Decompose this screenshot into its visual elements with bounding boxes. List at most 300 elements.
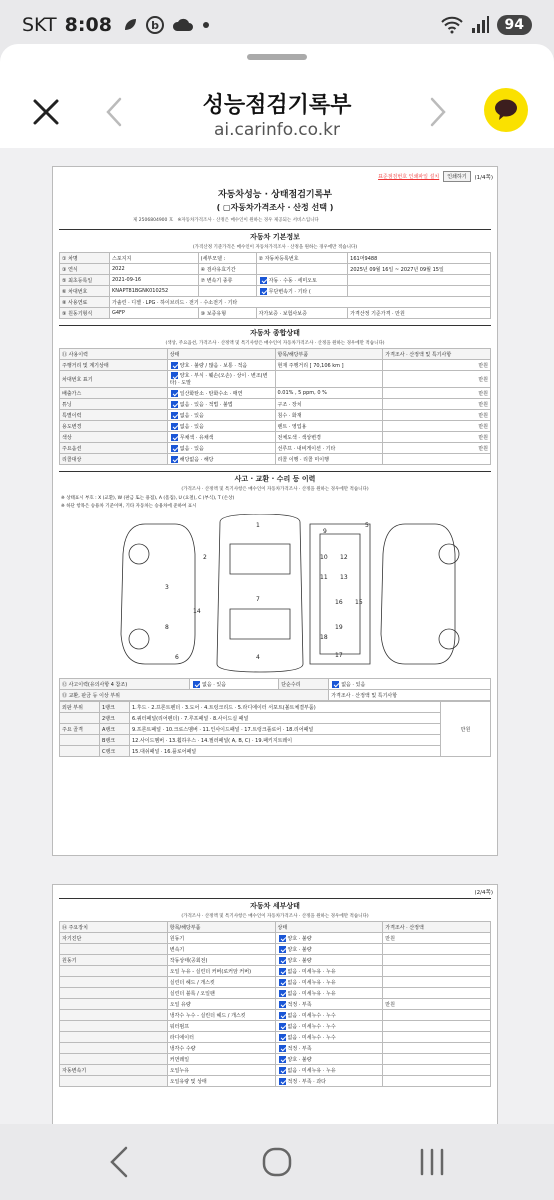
cell-text: 없음 · 미세누유 · 누유 bbox=[287, 968, 336, 975]
checkbox-checked[interactable] bbox=[193, 681, 200, 688]
table-cell bbox=[275, 1054, 383, 1065]
table-row bbox=[60, 1076, 491, 1087]
price-unit: 만원 bbox=[441, 702, 491, 757]
table-row bbox=[60, 944, 491, 955]
repair-label: 단순수리 bbox=[279, 679, 329, 690]
table-cell: 오일 누유 - 실린더 커버(로커암 커버) bbox=[167, 966, 275, 977]
table-cell: 오일유량 및 상태 bbox=[167, 1076, 275, 1087]
history-options: 없음 · 있음 bbox=[202, 681, 227, 688]
legend-text: ※ 상태표시 부호 : X (교환), W (판금 또는 용접), A (흠집), U (요철), C (부식), T (손상) bbox=[61, 496, 235, 501]
accident-section bbox=[59, 471, 491, 757]
table-cell bbox=[275, 371, 383, 388]
table-cell bbox=[60, 977, 168, 988]
table-row bbox=[60, 933, 491, 944]
table-cell: 리콜 이행 · 리콜 미이행 bbox=[275, 454, 383, 465]
table-row bbox=[60, 264, 491, 275]
document-page-1 bbox=[52, 166, 498, 856]
exchange-label: ⑬ 교환, 판금 등 이상 부위 bbox=[60, 690, 329, 701]
checkbox-checked[interactable] bbox=[279, 957, 286, 964]
back-icon[interactable] bbox=[100, 1144, 140, 1180]
table-cell bbox=[275, 1032, 383, 1043]
battery-level: 94 bbox=[497, 15, 532, 35]
history-value bbox=[190, 679, 279, 690]
table-cell bbox=[383, 988, 491, 999]
part-label: 10 bbox=[320, 554, 328, 561]
table-cell: ⑤ 최초등록일 bbox=[60, 275, 110, 286]
table-row bbox=[60, 735, 491, 746]
table-cell: 외판 부위 bbox=[60, 702, 100, 713]
part-label: 16 bbox=[335, 599, 343, 606]
checkbox-checked[interactable] bbox=[279, 979, 286, 986]
table-cell bbox=[275, 1076, 383, 1087]
part-label: 3 bbox=[165, 584, 169, 591]
table-row bbox=[60, 746, 491, 757]
table-cell bbox=[256, 286, 348, 297]
table-cell: 2025년 09월 16일 ~ 2027년 09월 15일 bbox=[348, 264, 491, 275]
table-cell: ⑦ 변속기 종류 bbox=[198, 275, 256, 286]
page-title: 성능점검기록부 bbox=[202, 93, 352, 118]
speech-bubble-icon bbox=[494, 99, 518, 121]
table-cell bbox=[275, 999, 383, 1010]
table-cell: 스포지지 bbox=[110, 253, 199, 264]
checkbox-checked[interactable] bbox=[279, 968, 286, 975]
table-cell: 가솔린 · 디젤 · LPG · 하이브리드 · 전기 · 수소전기 · 기타 bbox=[110, 297, 491, 308]
table-row bbox=[60, 966, 491, 977]
part-label: 15 bbox=[355, 599, 363, 606]
install-link[interactable]: 표준점검번호 인쇄파일 설치 bbox=[378, 174, 440, 180]
table-cell bbox=[383, 1043, 491, 1054]
checkbox-checked[interactable] bbox=[171, 445, 178, 452]
table-cell bbox=[348, 286, 491, 297]
table-cell bbox=[60, 1010, 168, 1021]
document-page-2 bbox=[52, 884, 498, 1124]
table-cell: 0.01% , 5 ppm, 0 % bbox=[275, 388, 383, 399]
chevron-right-icon[interactable] bbox=[428, 96, 448, 128]
dot-icon bbox=[202, 21, 210, 29]
column-header: 항목/해당부품 bbox=[167, 922, 275, 933]
table-cell bbox=[167, 371, 275, 388]
checkbox-checked[interactable] bbox=[279, 935, 286, 942]
table-cell: 선루프 · 내비게이션 · 기타 bbox=[275, 443, 383, 454]
checkbox-checked[interactable] bbox=[171, 401, 178, 408]
table-cell: 15.대쉬패널 · 16.플로어패널 bbox=[130, 746, 441, 757]
checkbox-checked[interactable] bbox=[260, 288, 267, 295]
table-cell: ⑨ 원동기형식 bbox=[60, 308, 110, 319]
table-cell bbox=[60, 1032, 168, 1043]
table-cell bbox=[348, 275, 491, 286]
table-cell bbox=[383, 1010, 491, 1021]
table-cell: 렌트 · 영업용 bbox=[275, 421, 383, 432]
table-cell bbox=[167, 360, 275, 371]
part-label: 12 bbox=[340, 554, 348, 561]
table-cell: 만원 bbox=[383, 388, 491, 399]
car-outline-drawing bbox=[65, 514, 499, 674]
table-cell bbox=[275, 1021, 383, 1032]
table-cell bbox=[60, 1076, 168, 1087]
table-cell: 용도변경 bbox=[60, 421, 168, 432]
table-cell bbox=[275, 966, 383, 977]
table-cell bbox=[167, 410, 275, 421]
table-cell: 2021-09-16 bbox=[110, 275, 199, 286]
table-cell: 자동변속기 bbox=[60, 1065, 168, 1076]
table-cell: 주요옵션 bbox=[60, 443, 168, 454]
sheet-header bbox=[0, 68, 554, 158]
table-cell: 색상 bbox=[60, 432, 168, 443]
part-label: 4 bbox=[256, 654, 260, 661]
part-label: 1 bbox=[256, 522, 260, 529]
table-cell bbox=[60, 746, 100, 757]
cell-text: 없음 · 있음 bbox=[179, 412, 204, 419]
table-cell bbox=[60, 1054, 168, 1065]
section-note: (가격조사 · 산정액 및 특기사항은 매수인이 자동차가격조사 · 산정을 원하는 경우에만 적습니다) bbox=[181, 914, 369, 919]
b-app-icon bbox=[146, 16, 164, 34]
doc-note: ※자동차가격조사 · 산정은 매수인이 원하는 경우 제공되는 서비스입니다 bbox=[177, 218, 319, 223]
column-header: 상태 bbox=[275, 922, 383, 933]
section-heading: 자동차 종합상태 bbox=[250, 329, 300, 337]
table-cell bbox=[167, 443, 275, 454]
cell-text: 양호 · 불량 bbox=[287, 957, 312, 964]
table-cell: 만원 bbox=[383, 371, 491, 388]
page-number: (1/4쪽) bbox=[474, 174, 493, 181]
summary-section bbox=[59, 325, 491, 465]
price-label: 가격조사 · 산정액 및 특기사항 bbox=[329, 690, 491, 701]
section-note: (가격산정 기준가격은 매수인이 자동차가격조사 · 산정을 원하는 경우에만 적습니다) bbox=[192, 245, 358, 250]
part-label: 11 bbox=[320, 574, 328, 581]
column-header: ⑪ 사용이력 bbox=[60, 349, 168, 360]
table-cell bbox=[60, 713, 100, 724]
table-row bbox=[60, 454, 491, 465]
cell-text: 적정 · 부족 bbox=[287, 1001, 312, 1008]
part-label: 17 bbox=[335, 652, 343, 659]
table-cell bbox=[383, 944, 491, 955]
checkbox-checked[interactable] bbox=[279, 1023, 286, 1030]
table-cell bbox=[167, 399, 275, 410]
cell-text: 양호 · 불량 bbox=[287, 935, 312, 942]
table-row bbox=[60, 1054, 491, 1065]
table-row bbox=[60, 443, 491, 454]
page-domain: ai.carinfo.co.kr bbox=[214, 120, 340, 140]
table-cell: ④ 검사유효기간 bbox=[198, 264, 256, 275]
signal-icon bbox=[471, 16, 489, 34]
column-header: 가격조사 · 산정액 및 특기사항 bbox=[383, 349, 491, 360]
doc-subtitle: ( ▢자동차가격조사 · 산정 선택 ) bbox=[216, 203, 334, 212]
checkbox-checked[interactable] bbox=[332, 681, 339, 688]
table-cell: 자가보증 · 보험사보증 bbox=[256, 308, 348, 319]
checkbox-checked[interactable] bbox=[279, 1045, 286, 1052]
column-header: ⑭ 주요장치 bbox=[60, 922, 168, 933]
checkbox-checked[interactable] bbox=[171, 362, 178, 369]
system-icons bbox=[441, 15, 532, 35]
table-row bbox=[60, 388, 491, 399]
table-cell: 특별이력 bbox=[60, 410, 168, 421]
part-label: 5 bbox=[365, 522, 369, 529]
table-cell: 주행거리 및 계기상태 bbox=[60, 360, 168, 371]
table-cell: C랭크 bbox=[100, 746, 130, 757]
cell-text: 무단변속기 · 기타 ( bbox=[268, 288, 311, 295]
table-cell: ⑧ 사용연료 bbox=[60, 297, 110, 308]
print-button[interactable]: 인쇄하기 bbox=[443, 171, 470, 182]
table-cell bbox=[167, 454, 275, 465]
checkbox-checked[interactable] bbox=[171, 390, 178, 397]
recents-icon[interactable] bbox=[412, 1144, 452, 1180]
table-cell bbox=[383, 1076, 491, 1087]
table-cell: 차대번호 표기 bbox=[60, 371, 168, 388]
checkbox-checked[interactable] bbox=[279, 1001, 286, 1008]
table-cell bbox=[275, 1065, 383, 1076]
table-row bbox=[60, 421, 491, 432]
table-cell bbox=[275, 977, 383, 988]
table-cell bbox=[60, 966, 168, 977]
checkbox-checked[interactable] bbox=[279, 1056, 286, 1063]
table-cell: 원동기 bbox=[60, 955, 168, 966]
wifi-icon bbox=[441, 16, 463, 34]
table-cell: 냉각수 수량 bbox=[167, 1043, 275, 1054]
table-cell: 구조 · 장치 bbox=[275, 399, 383, 410]
table-cell: 161머9488 bbox=[348, 253, 491, 264]
table-cell bbox=[60, 1043, 168, 1054]
table-cell bbox=[198, 286, 256, 297]
table-cell: 주요 골격 bbox=[60, 724, 100, 735]
table-cell: 6.쿼터패널(리어펜더) · 7.루프패널 · 8.사이드실 패널 bbox=[130, 713, 441, 724]
table-row bbox=[60, 988, 491, 999]
table-row bbox=[60, 1021, 491, 1032]
table-cell bbox=[383, 1032, 491, 1043]
table-cell bbox=[60, 735, 100, 746]
table-cell: 침수 · 화재 bbox=[275, 410, 383, 421]
table-cell: 9.프론트패널 · 10.크로스멤버 · 11.인사이드패널 · 17.트렁크플로어 · 18.리어패널 bbox=[130, 724, 441, 735]
table-cell: 만원 bbox=[383, 410, 491, 421]
history-label: ⑫ 사고이력(유의사항 4 참조) bbox=[60, 679, 190, 690]
table-cell bbox=[275, 1010, 383, 1021]
table-cell bbox=[256, 275, 348, 286]
table-row bbox=[60, 297, 491, 308]
table-cell bbox=[275, 944, 383, 955]
detail-section bbox=[59, 898, 491, 1087]
sheet-drag-handle[interactable] bbox=[247, 54, 307, 60]
table-cell: 작동상태(공회전) bbox=[167, 955, 275, 966]
section-heading: 자동차 세부상태 bbox=[250, 902, 300, 910]
table-row bbox=[60, 286, 491, 297]
table-cell: 냉각수 누수 - 실린더 헤드 / 개스킷 bbox=[167, 1010, 275, 1021]
cell-text: 없음 · 미세누유 · 누유 bbox=[287, 990, 336, 997]
table-row bbox=[60, 275, 491, 286]
android-nav-bar bbox=[0, 1124, 554, 1200]
table-cell: (세부모델 : bbox=[198, 253, 256, 264]
legend-text-2: ※ 하단 항목은 승용차 기준이며, 기타 자동차는 승용차에 준하여 표시 bbox=[61, 504, 197, 509]
table-cell: 1랭크 bbox=[100, 702, 130, 713]
table-cell: G4FP bbox=[110, 308, 199, 319]
checkbox-checked[interactable] bbox=[171, 423, 178, 430]
table-cell: 만원 bbox=[383, 432, 491, 443]
doc-number bbox=[133, 217, 497, 223]
cell-text: 일산화탄소 · 탄화수소 · 매연 bbox=[179, 390, 243, 397]
checkbox-checked[interactable] bbox=[171, 372, 178, 379]
table-cell: 원동기 bbox=[167, 933, 275, 944]
cell-text: 없음 · 미세누유 · 누유 bbox=[287, 979, 336, 986]
clock: 8:08 bbox=[64, 14, 112, 36]
table-row bbox=[60, 432, 491, 443]
checkbox-checked[interactable] bbox=[279, 1078, 286, 1085]
table-cell: B랭크 bbox=[100, 735, 130, 746]
table-cell bbox=[383, 977, 491, 988]
table-cell bbox=[167, 421, 275, 432]
table-cell: 실린더 블록 / 오일팬 bbox=[167, 988, 275, 999]
kakao-share-button[interactable] bbox=[484, 88, 528, 132]
table-row bbox=[60, 410, 491, 421]
table-cell: 2랭크 bbox=[100, 713, 130, 724]
part-label: 19 bbox=[335, 624, 343, 631]
table-row bbox=[60, 999, 491, 1010]
table-cell: 현재 주행거리 [ 70,106 km ] bbox=[275, 360, 383, 371]
table-cell bbox=[167, 388, 275, 399]
car-damage-diagram bbox=[65, 514, 485, 674]
doc-number-value: 제 2506804900 호 bbox=[133, 218, 174, 223]
table-cell: 전체도색 · 색상변경 bbox=[275, 432, 383, 443]
table-cell bbox=[275, 1043, 383, 1054]
checkbox-checked[interactable] bbox=[279, 1034, 286, 1041]
table-cell: 만원 bbox=[383, 421, 491, 432]
checkbox-checked[interactable] bbox=[171, 456, 178, 463]
page-number: (2/4쪽) bbox=[474, 890, 493, 896]
table-cell bbox=[275, 955, 383, 966]
cell-text: 없음 · 미세누수 · 누수 bbox=[287, 1012, 336, 1019]
table-cell: 커먼레일 bbox=[167, 1054, 275, 1065]
table-cell: 만원 bbox=[383, 360, 491, 371]
cell-text: 해당없음 · 해당 bbox=[179, 456, 214, 463]
cell-text: 무채색 · 유채색 bbox=[179, 434, 214, 441]
svg-text:b: b bbox=[150, 19, 159, 32]
table-cell: 리콜대상 bbox=[60, 454, 168, 465]
table-cell: 만원 bbox=[383, 399, 491, 410]
table-cell: ② 자동차등록번호 bbox=[256, 253, 348, 264]
table-cell: ⑩ 보증유형 bbox=[198, 308, 256, 319]
checkbox-checked[interactable] bbox=[279, 1012, 286, 1019]
cell-text: 양호 · 불량 bbox=[287, 1056, 312, 1063]
part-label: 18 bbox=[320, 634, 328, 641]
summary-table bbox=[59, 348, 491, 465]
table-row bbox=[60, 955, 491, 966]
cell-text: 없음 · 미세누수 · 누수 bbox=[287, 1034, 336, 1041]
basic-info-section bbox=[59, 229, 491, 319]
table-cell bbox=[275, 988, 383, 999]
table-row bbox=[60, 1065, 491, 1076]
basic-info-table bbox=[59, 252, 491, 319]
checkbox-checked[interactable] bbox=[260, 277, 267, 284]
table-cell: ① 차명 bbox=[60, 253, 110, 264]
table-cell: 오일누유 bbox=[167, 1065, 275, 1076]
table-cell: KNAPT81BGNK010252 bbox=[110, 286, 199, 297]
table-cell bbox=[60, 1021, 168, 1032]
table-cell bbox=[383, 454, 491, 465]
carrier-label: SKT bbox=[22, 14, 57, 36]
table-cell: A랭크 bbox=[100, 724, 130, 735]
checkbox-checked[interactable] bbox=[279, 1067, 286, 1074]
table-cell: 2022 bbox=[110, 264, 199, 275]
cell-text: 적정 · 부족 bbox=[287, 1045, 312, 1052]
table-cell: ⑥ 차대번호 bbox=[60, 286, 110, 297]
page-toolbar bbox=[378, 171, 493, 182]
column-header: 항목/해당부품 bbox=[275, 349, 383, 360]
table-cell bbox=[60, 944, 168, 955]
cell-text: 없음 · 미세누유 · 누유 bbox=[287, 1067, 336, 1074]
table-cell bbox=[383, 1065, 491, 1076]
table-cell bbox=[383, 966, 491, 977]
section-note: (색상, 주요옵션, 가격조사 · 산정액 및 특기사항은 매수인이 자동차가격조사 · 산정을 원하는 경우에만 적습니다) bbox=[165, 341, 385, 346]
table-cell: ③ 연식 bbox=[60, 264, 110, 275]
cell-text: 적정 · 부족 · 과다 bbox=[287, 1078, 327, 1085]
column-header: 상태 bbox=[167, 349, 275, 360]
checkbox-checked[interactable] bbox=[171, 412, 178, 419]
table-cell bbox=[383, 1021, 491, 1032]
notification-icons bbox=[122, 16, 210, 34]
section-heading: 자동차 기본정보 bbox=[250, 233, 300, 241]
table-cell: 튜닝 bbox=[60, 399, 168, 410]
table-cell: 1.후드 · 2.프론트펜더 · 3.도어 · 4.트렁크리드 · 5.라디에이터 서포트(볼트체결부품) bbox=[130, 702, 441, 713]
repair-value bbox=[329, 679, 491, 690]
table-cell: 만원 bbox=[383, 443, 491, 454]
cell-text: 자동 · 수동 · 세미오토 bbox=[268, 277, 317, 284]
table-row bbox=[60, 977, 491, 988]
leaf-icon bbox=[122, 17, 138, 33]
table-row bbox=[60, 702, 491, 713]
exchange-parts-table bbox=[59, 701, 491, 757]
cell-text: 양호 · 불량 / 많음 · 보통 · 적음 bbox=[179, 362, 248, 369]
table-cell bbox=[383, 955, 491, 966]
cell-text: 없음 · 있음 bbox=[179, 423, 204, 430]
checkbox-checked[interactable] bbox=[279, 990, 286, 997]
table-row bbox=[60, 253, 491, 264]
table-row bbox=[60, 724, 491, 735]
cell-text: 없음 · 있음 bbox=[179, 445, 204, 452]
table-cell: 배출가스 bbox=[60, 388, 168, 399]
table-row bbox=[60, 399, 491, 410]
part-label: 2 bbox=[203, 554, 207, 561]
table-row bbox=[60, 1032, 491, 1043]
cell-text: 양호 · 불량 bbox=[287, 946, 312, 953]
checkbox-checked[interactable] bbox=[279, 946, 286, 953]
table-row bbox=[60, 713, 491, 724]
column-header: 가격조사 · 산정액 bbox=[383, 922, 491, 933]
table-cell: 워터펌프 bbox=[167, 1021, 275, 1032]
detail-table bbox=[59, 921, 491, 1087]
part-label: 14 bbox=[193, 608, 201, 615]
document-viewer[interactable] bbox=[0, 148, 554, 1124]
cell-text: 없음 · 있음 · 적법 · 불법 bbox=[179, 401, 233, 408]
cell-text: 없음 · 미세누수 · 누수 bbox=[287, 1023, 336, 1030]
table-row bbox=[60, 360, 491, 371]
section-note: (가격조사 · 산정액 및 특기사항은 매수인이 자동차가격조사 · 산정을 원하는 경우에만 적습니다) bbox=[181, 487, 369, 492]
cell-text: 양호 · 부식 · 훼손(오손) · 상이 · 변조(변타) · 도말 bbox=[169, 373, 268, 386]
part-label: 9 bbox=[323, 528, 327, 535]
checkbox-checked[interactable] bbox=[171, 434, 178, 441]
table-cell bbox=[275, 933, 383, 944]
table-cell: 만원 bbox=[383, 933, 491, 944]
table-cell: 실린더 헤드 / 개스킷 bbox=[167, 977, 275, 988]
table-cell: 오일 유량 bbox=[167, 999, 275, 1010]
status-bar bbox=[0, 0, 554, 50]
table-cell: 자기진단 bbox=[60, 933, 168, 944]
part-label: 6 bbox=[175, 654, 179, 661]
table-cell: 12.사이드멤버 · 13.휠하우스 · 14.필러패널( A, B, C) · 19.패키지트레이 bbox=[130, 735, 441, 746]
table-cell: 라디에이터 bbox=[167, 1032, 275, 1043]
table-cell bbox=[60, 999, 168, 1010]
table-row bbox=[60, 308, 491, 319]
part-label: 13 bbox=[340, 574, 348, 581]
table-cell bbox=[256, 264, 348, 275]
section-heading: 사고 · 교환 · 수리 등 이력 bbox=[234, 475, 316, 483]
home-icon[interactable] bbox=[257, 1144, 297, 1180]
part-label: 7 bbox=[256, 596, 260, 603]
